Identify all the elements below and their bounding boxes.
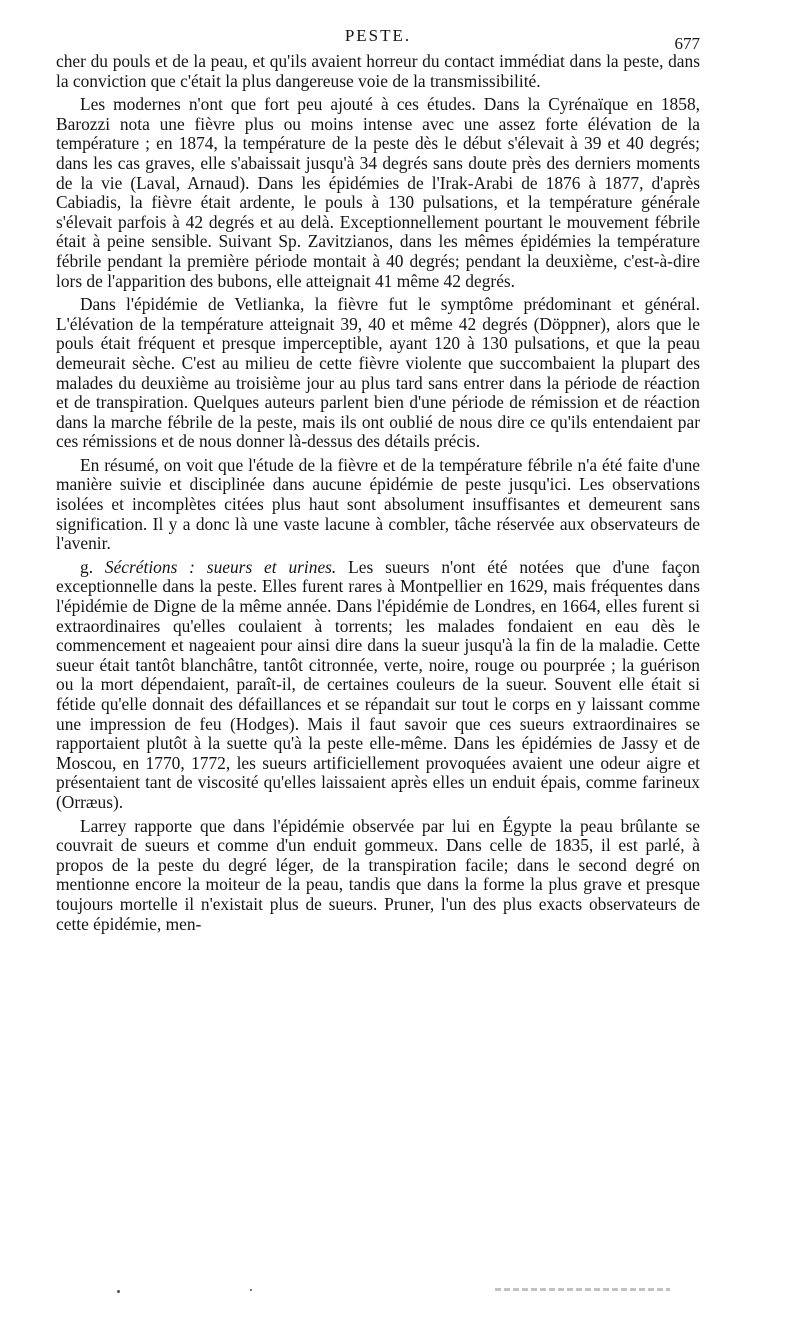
- page-number: 677: [674, 34, 700, 53]
- faded-print-smudge: [495, 1288, 670, 1291]
- paragraph-vetlianka: Dans l'épidémie de Vetlianka, la fièvre fut le symptôme prédominant et général. L'élévation de la température atteignait 39, 40 et même 42 degrés (Döppner), alors que le pouls était fréquent et presque imperceptible, ayant 120 à 130 pulsations, et que la peau demeurait sèche. C'est au milieu de cette fièvre violente que succombaient la plupart des malades du deuxième au troisième jour au plus tard sans entrer dans la période de réaction et de transpiration. Quelques auteurs parlent bien d'une période de rémission et de réaction dans la marche fébrile de la peste, mais ils ont oublié de nous dire ce qu'ils entendaient par ces rémissions et de nous donner là-dessus des détails précis.: [56, 294, 700, 452]
- paragraph-continuation: cher du pouls et de la peau, et qu'ils avaient horreur du contact immédiat dans la peste, dans la conviction que c'était la plus dangereuse voie de la transmissibilité.: [56, 51, 700, 91]
- print-speck: [117, 1290, 120, 1293]
- section-label: g.: [80, 556, 94, 577]
- body-text: [56, 52, 700, 934]
- paragraph-modern-studies: Les modernes n'ont que fort peu ajouté à ces études. Dans la Cyrénaïque en 1858, Barozzi nota une fièvre plus ou moins intense avec une assez forte élévation de la température ; en 1874, la température de la peste dès le début s'élevait à 39 et 40 degrés; dans les cas graves, elle s'abaissait jusqu'à 34 degrés sans doute près des derniers moments de la vie (Laval, Arnaud). Dans les épidémies de l'Irak-Arabi de 1876 à 1877, d'après Cabiadis, la fièvre était ardente, le pouls à 130 pulsations, et la température générale s'élevait parfois à 42 degrés et au delà. Exceptionnellement pourtant le mouvement fébrile était à peine sensible. Suivant Sp. Zavitzianos, dans les mêmes épidémies la température fébrile pendant la première période montait à 40 degrés; pendant la deuxième, c'est-à-dire lors de l'apparition des bubons, elle atteignait 41 même 42 degrés.: [56, 94, 700, 291]
- section-text: Les sueurs n'ont été notées que d'une façon exceptionnelle dans la peste. Elles furent rares à Montpellier en 1629, mais fréquentes dans l'épidémie de Digne de la même année. Dans l'épidémie de Londres, en 1664, elles furent si extraordinaires qu'elles coulaient à torrents; les malades fondaient en eau dès le commencement et nageaient pour ainsi dire dans la sueur jusqu'à la fin de la maladie. Cette sueur était tantôt blanchâtre, tantôt citronnée, verte, noire, rouge ou pourprée ; la guérison ou la mort dépendaient, paraît-il, de certaines couleurs de la sueur. Souvent elle était si fétide qu'elle donnait des défaillances et se répandait sur tout le corps en y laissant comme une impression de feu (Hodges). Mais il faut savoir que ces sueurs extraordinaires se rapportaient plutôt à la suette qu'à la peste elle-même. Dans les épidémies de Jassy et de Moscou, en 1770, 1772, les sueurs artificiellement provoquées avaient une odeur aigre et présentaient tant de viscosité qu'elles laissaient après elles un enduit épais, comme farineux (Orræus).: [56, 556, 700, 812]
- print-speck: [250, 1289, 252, 1291]
- section-heading: Sécrétions : sueurs et urines.: [104, 556, 337, 577]
- paragraph-larrey: Larrey rapporte que dans l'épidémie observée par lui en Égypte la peau brûlante se couvrait de sueurs et comme d'un enduit gommeux. Dans celle de 1835, il est parlé, à propos de la peste du degré léger, de la transpiration facile; dans le second degré on mentionne encore la moiteur de la peau, tandis que dans la forme la plus grave et presque toujours mortelle il n'existait plus de sueurs. Pruner, l'un des plus exacts observateurs de cette épidémie, men-: [56, 815, 700, 934]
- paragraph-summary: En résumé, on voit que l'étude de la fièvre et de la température fébrile n'a été faite d'une manière suivie et disciplinée dans aucune épidémie de peste jusqu'ici. Les observations isolées et incomplètes citées plus haut sont absolument insuffisantes et demeurent sans signification. Il y a donc là une vaste lacune à combler, tâche réservée aux observateurs de l'avenir.: [56, 454, 700, 554]
- running-head: [56, 26, 700, 52]
- section-g-paragraph: [56, 558, 700, 813]
- running-title: PESTE.: [344, 26, 412, 45]
- page-bottom-marks: [0, 1280, 800, 1300]
